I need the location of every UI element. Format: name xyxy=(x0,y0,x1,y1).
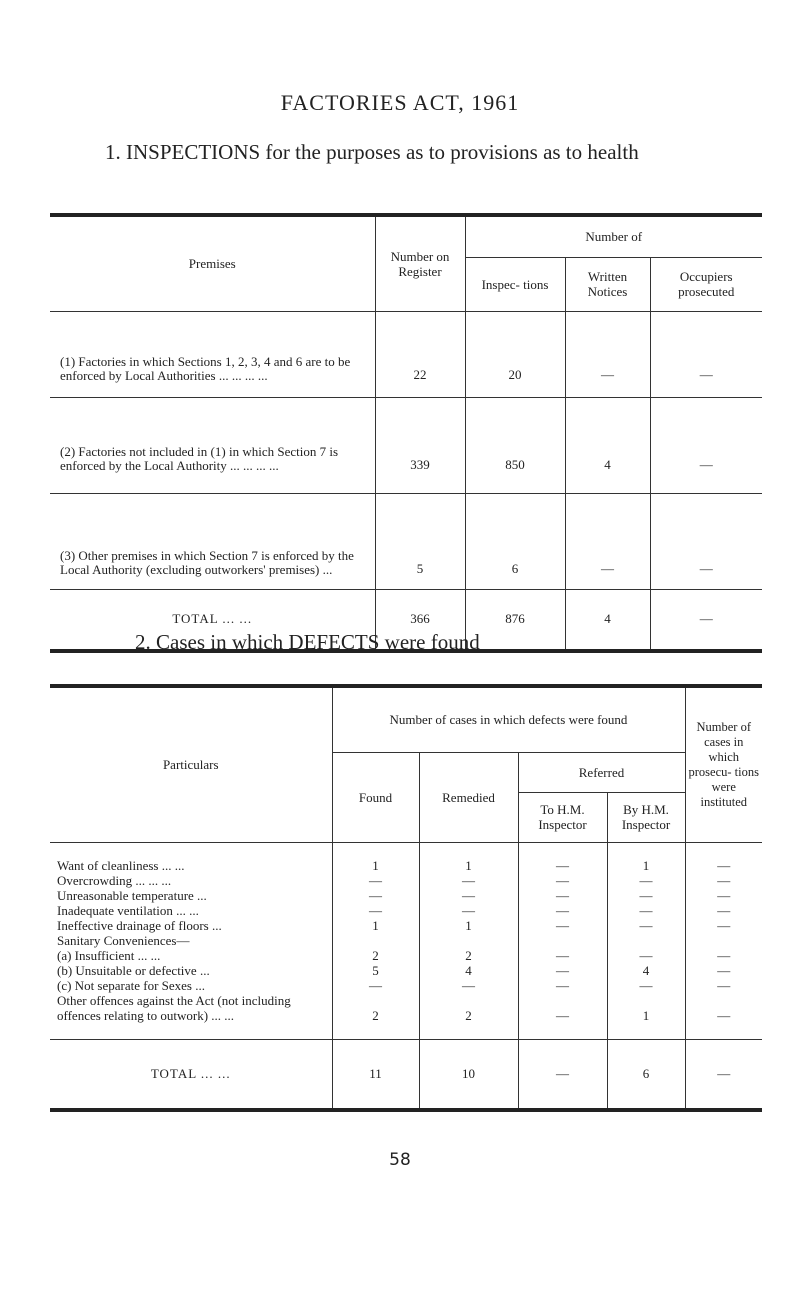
table-row xyxy=(50,311,762,397)
cell-inspections: 20 xyxy=(465,311,565,397)
row-label: Other offences against the Act (not including offences relating to outwork) ... ... xyxy=(50,993,332,1040)
cell-by: — xyxy=(607,873,685,888)
cell-by: — xyxy=(607,918,685,933)
cell-inspections: 850 xyxy=(465,397,565,493)
cell-remedied: — xyxy=(419,888,518,903)
header-occupiers-prosecuted: Occupiers prosecuted xyxy=(650,257,762,311)
cell-remedied: — xyxy=(419,978,518,993)
row-label: (b) Unsuitable or defective ... xyxy=(57,963,210,978)
cell-found: 5 xyxy=(332,963,419,978)
cell-remedied: — xyxy=(419,873,518,888)
header-inspections: Inspec- tions xyxy=(465,257,565,311)
cell-by: 1 xyxy=(607,858,685,873)
cell-remedied xyxy=(419,933,518,948)
cell-found: — xyxy=(332,888,419,903)
cell-remedied: 4 xyxy=(419,963,518,978)
cell-prosecutions: — xyxy=(685,858,762,873)
header-found: Found xyxy=(332,752,419,842)
header-referred: Referred xyxy=(518,752,685,792)
cell-prosecutions: — xyxy=(685,948,762,963)
cell-remedied: 2 xyxy=(419,948,518,963)
total-inspections: 876 xyxy=(465,589,565,651)
header-number-of-cases-found: Number of cases in which defects were found xyxy=(332,686,685,752)
table-row xyxy=(50,963,762,978)
document-title: FACTORIES ACT, 1961 xyxy=(280,90,520,115)
cell-to xyxy=(518,933,607,948)
total-row xyxy=(50,1040,762,1110)
header-prosecutions: Number of cases in which prosecu- tions were instituted xyxy=(685,686,762,842)
cell-register: 339 xyxy=(375,397,465,493)
cell-notices: — xyxy=(565,311,650,397)
row-label: (1) Factories in which Sections 1, 2, 3, 4 and 6 are to be enforced by Local Authorities ... ... ... ... xyxy=(50,311,375,397)
page-number: 58 xyxy=(389,1150,411,1170)
header-by-hm-inspector: By H.M. Inspector xyxy=(607,792,685,842)
total-label: TOTAL ... ... xyxy=(172,611,253,627)
cell-prosecutions: — xyxy=(685,963,762,978)
cell-to: — xyxy=(518,873,607,888)
row-label: (c) Not separate for Sexes ... xyxy=(57,978,205,993)
cell-found: — xyxy=(332,978,419,993)
header-to-hm-inspector: To H.M. Inspector xyxy=(518,792,607,842)
row-label: (2) Factories not included in (1) in which Section 7 is enforced by the Local Authority ... ... ... ... xyxy=(50,397,375,493)
table-row xyxy=(50,858,762,873)
cell-by: — xyxy=(607,888,685,903)
cell-found: 1 xyxy=(332,858,419,873)
row-label: Unreasonable temperature ... xyxy=(57,888,207,903)
cell-found: — xyxy=(332,873,419,888)
table-row xyxy=(50,903,762,918)
row-label: Ineffective drainage of floors ... xyxy=(57,918,222,933)
section1-title: 1. INSPECTIONS for the purposes as to provisions as to health xyxy=(105,140,639,164)
cell-by xyxy=(607,933,685,948)
cell-prosecutions xyxy=(685,933,762,948)
cell-prosecuted: — xyxy=(650,397,762,493)
cell-prosecutions: — xyxy=(685,873,762,888)
cell-to: — xyxy=(518,918,607,933)
inspections-table xyxy=(50,213,762,653)
cell-remedied: 1 xyxy=(419,918,518,933)
header-premises: Premises xyxy=(50,215,375,311)
cell-found: 2 xyxy=(332,993,419,1040)
cell-prosecuted: — xyxy=(650,311,762,397)
cell-to: — xyxy=(518,888,607,903)
header-written-notices: Written Notices xyxy=(565,257,650,311)
cell-notices: 4 xyxy=(565,397,650,493)
cell-by: — xyxy=(607,903,685,918)
cell-remedied: 1 xyxy=(419,858,518,873)
row-label: Inadequate ventilation ... ... xyxy=(57,903,199,918)
total-prosecutions: — xyxy=(685,1040,762,1110)
row-label: (a) Insufficient ... ... xyxy=(57,948,161,963)
header-number-on-register: Number on Register xyxy=(375,215,465,311)
defects-table xyxy=(50,684,762,1112)
total-notices: 4 xyxy=(565,589,650,651)
cell-prosecutions: — xyxy=(685,903,762,918)
total-register: 366 xyxy=(375,589,465,651)
row-label: Overcrowding ... ... ... xyxy=(57,873,172,888)
cell-to: — xyxy=(518,858,607,873)
cell-remedied: 2 xyxy=(419,993,518,1040)
cell-notices: — xyxy=(565,493,650,589)
table-row xyxy=(50,978,762,993)
cell-by: — xyxy=(607,978,685,993)
cell-prosecutions: — xyxy=(685,978,762,993)
row-label: (3) Other premises in which Section 7 is enforced by the Local Authority (excluding outworkers' premises) ... xyxy=(50,493,375,589)
cell-by: 4 xyxy=(607,963,685,978)
header-number-of: Number of xyxy=(465,215,762,257)
cell-found: 2 xyxy=(332,948,419,963)
row-label: Want of cleanliness ... ... xyxy=(57,858,185,873)
cell-to: — xyxy=(518,903,607,918)
section2-title: 2. Cases in which DEFECTS were found xyxy=(135,630,480,654)
cell-to: — xyxy=(518,963,607,978)
header-remedied: Remedied xyxy=(419,752,518,842)
cell-to: — xyxy=(518,948,607,963)
row-label: Sanitary Conveniences— xyxy=(57,933,190,948)
cell-to: — xyxy=(518,978,607,993)
cell-prosecutions: — xyxy=(685,888,762,903)
cell-to: — xyxy=(518,993,607,1040)
total-label: TOTAL ... ... xyxy=(150,1066,231,1082)
cell-prosecutions: — xyxy=(685,918,762,933)
cell-found xyxy=(332,933,419,948)
cell-by: 1 xyxy=(607,993,685,1040)
cell-found: 1 xyxy=(332,918,419,933)
cell-found: — xyxy=(332,903,419,918)
table-row xyxy=(50,948,762,963)
cell-prosecutions: — xyxy=(685,993,762,1040)
cell-remedied: — xyxy=(419,903,518,918)
total-prosecuted: — xyxy=(650,589,762,651)
table-row xyxy=(50,918,762,933)
cell-prosecuted: — xyxy=(650,493,762,589)
total-by: 6 xyxy=(607,1040,685,1110)
table-row xyxy=(50,493,762,589)
total-found: 11 xyxy=(332,1040,419,1110)
cell-inspections: 6 xyxy=(465,493,565,589)
total-remedied: 10 xyxy=(419,1040,518,1110)
total-to: — xyxy=(518,1040,607,1110)
table-row xyxy=(50,993,762,1040)
table-row xyxy=(50,888,762,903)
header-particulars: Particulars xyxy=(50,686,332,842)
cell-by: — xyxy=(607,948,685,963)
cell-register: 22 xyxy=(375,311,465,397)
table-row xyxy=(50,873,762,888)
table-row xyxy=(50,397,762,493)
cell-register: 5 xyxy=(375,493,465,589)
table-row xyxy=(50,933,762,948)
